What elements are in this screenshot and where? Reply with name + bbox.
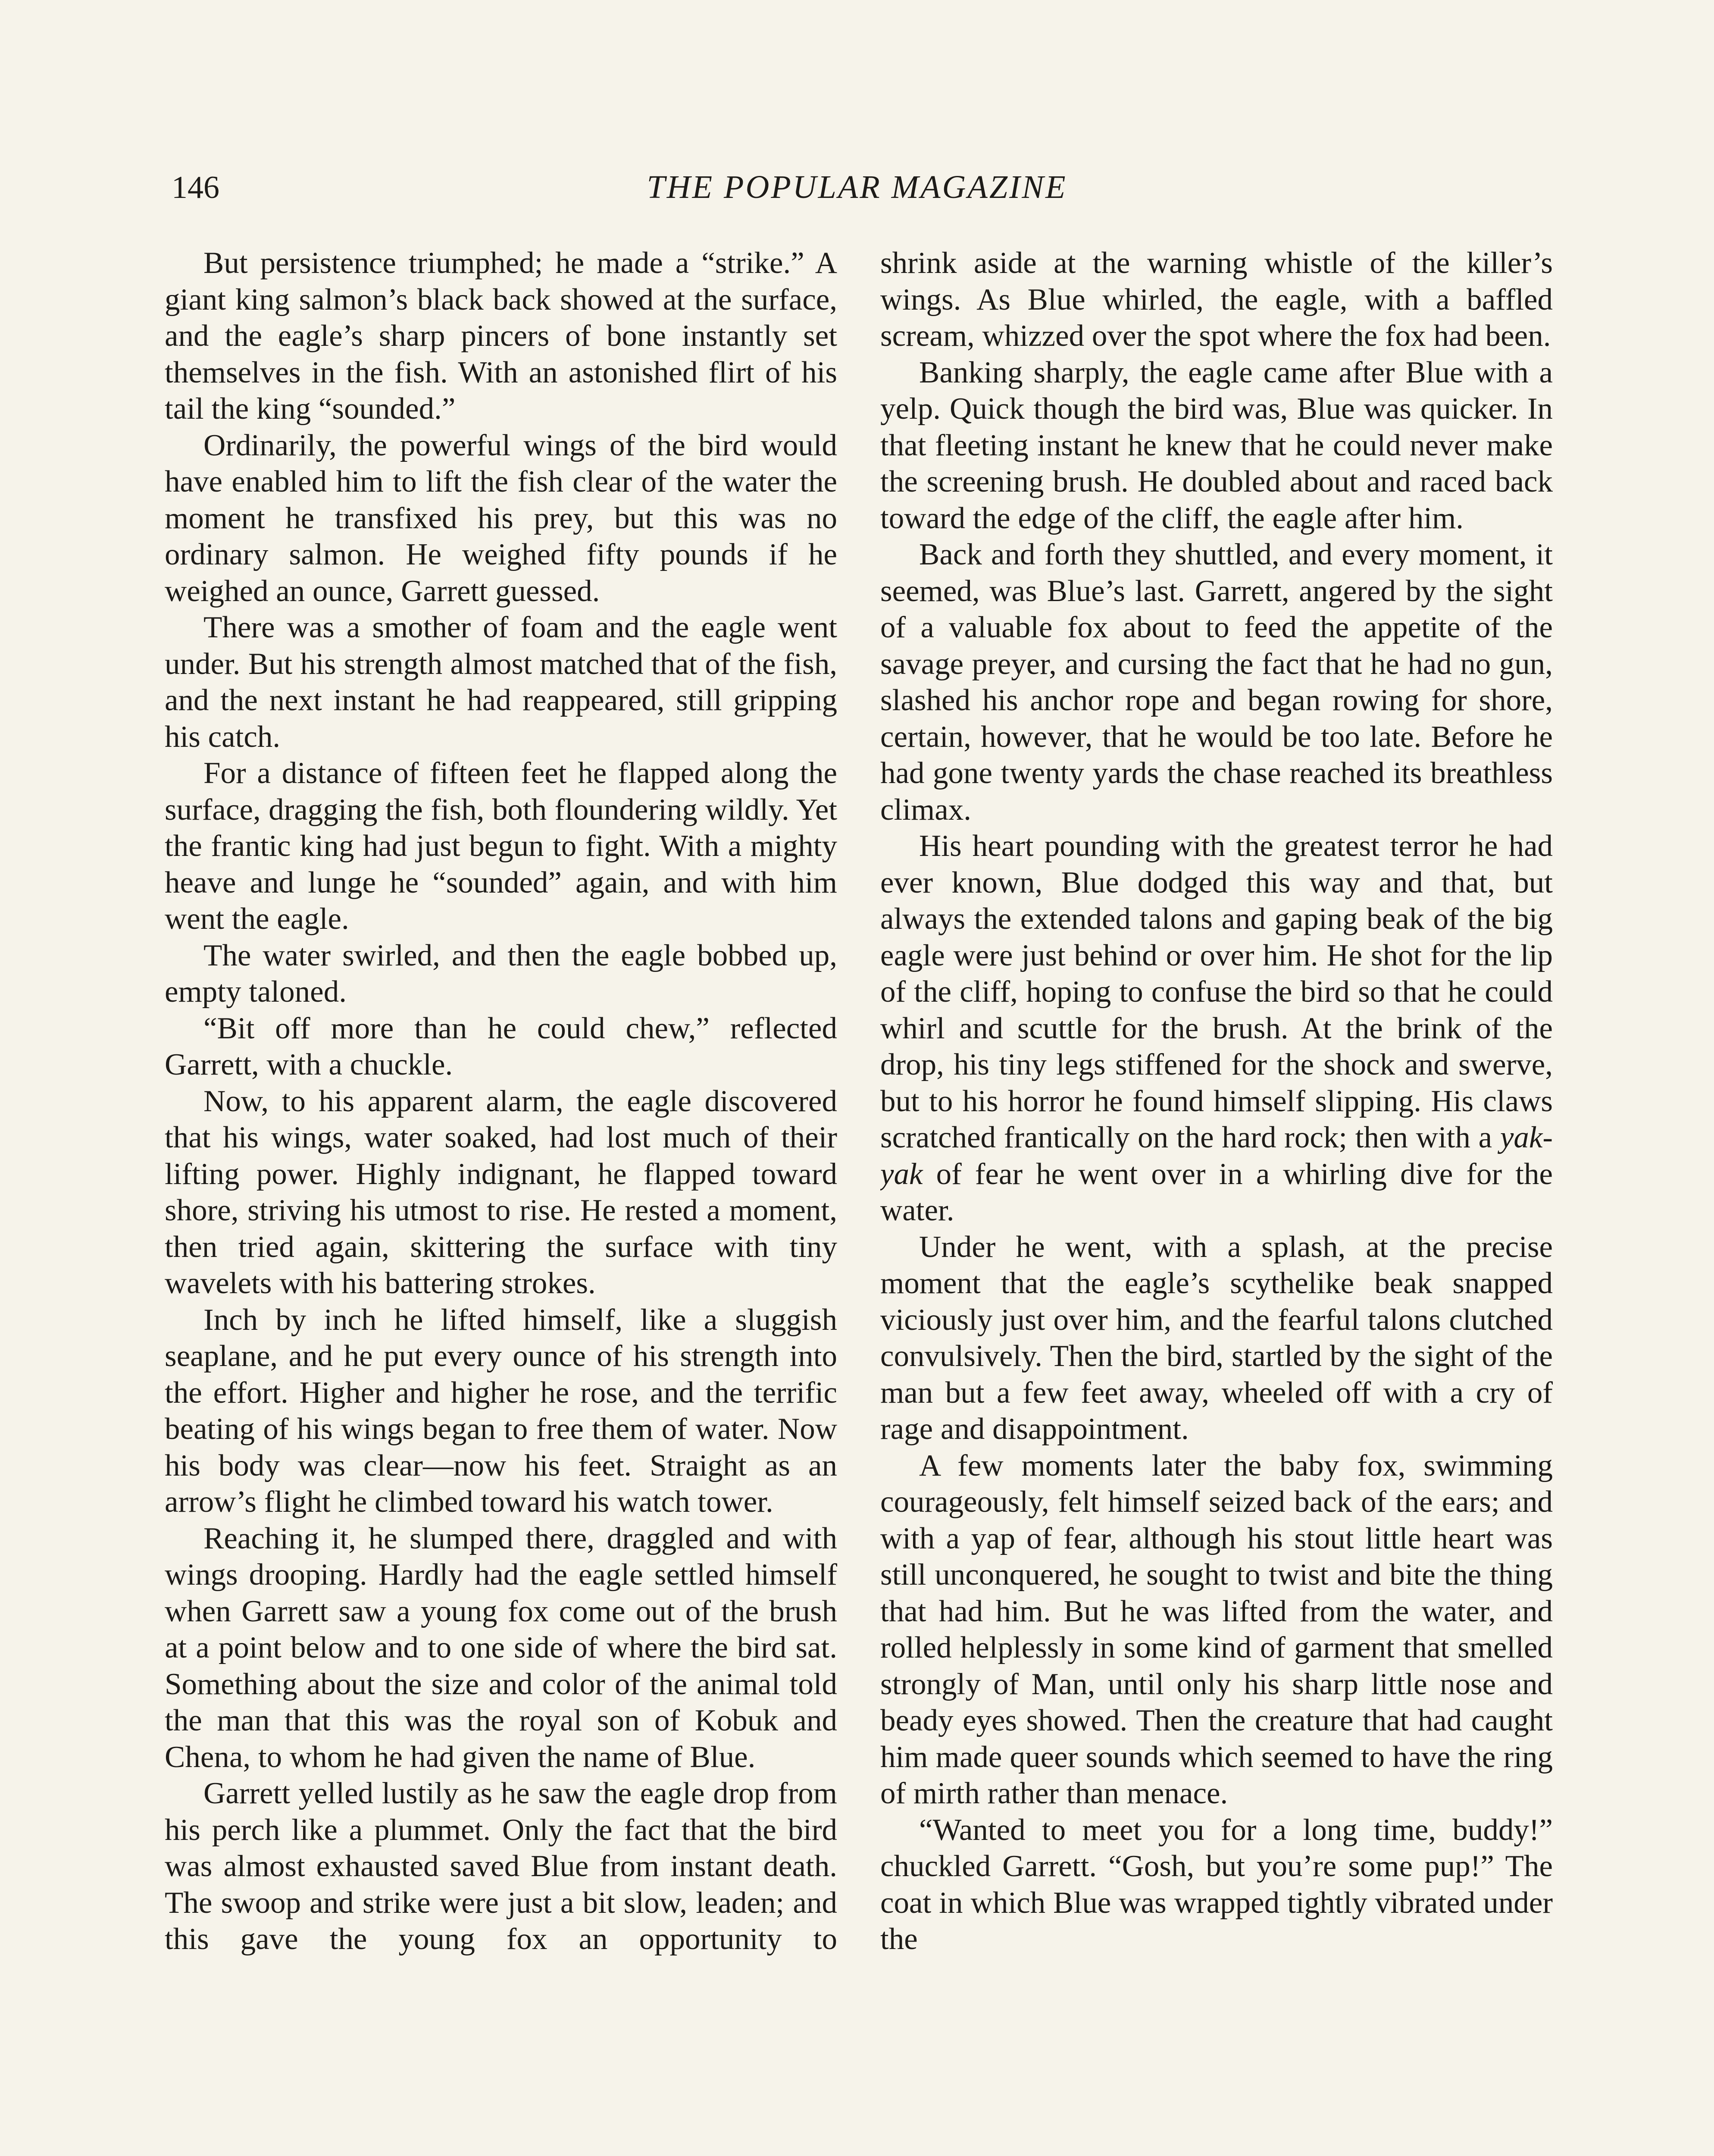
paragraph: Reaching it, he slumped there, draggled and with wings drooping. Hardly had the eagle settled himself when Garrett saw a young fox come out of the brush at a point below and to one side of where the bird sat. Something about the size and color of the animal told the man that this was the royal son of Kobuk and Chena, to whom he had given the name of Blue. xyxy=(165,1521,837,1774)
continued-paragraph: shrink aside at the warning whistle of the killer’s wings. As Blue whirled, the eagle, with a baffled scream, whizzed over the spot where the fox had been. xyxy=(880,246,1553,353)
paragraph: Banking sharply, the eagle came after Blue with a yelp. Quick though the bird was, Blue was quicker. In that fleeting instant he knew that he could never make the screening brush. He doubled about and raced back toward the edge of the cliff, the eagle after him. xyxy=(880,355,1553,535)
italic-phrase: yak-yak xyxy=(880,1121,1553,1191)
paragraph-text-end: of fear he went over in a whirling dive for the water. xyxy=(880,1157,1553,1227)
paragraph: Ordinarily, the powerful wings of the bird would have enabled him to lift the fish clear of the water the moment he transfixed his prey, but this was no ordinary salmon. He weighed fifty pounds if he weighed an ounce, Garrett guessed. xyxy=(165,428,837,608)
paragraph: There was a smother of foam and the eagle went under. But his strength almost matched that of the fish, and the next instant he had reappeared, still gripping his catch. xyxy=(165,611,837,754)
paragraph: A few moments later the baby fox, swimming courageously, felt himself seized back of the ears; and with a yap of fear, although his stout little heart was still unconquered, he sought to twist and bite the thing that had him. But he was lifted from the water, and rolled helplessly in some kind of garment that smelled strongly of Man, until only his sharp little nose and beady eyes showed. Then the creature that had caught him made queer sounds which seemed to have the ring of mirth rather than menace. xyxy=(880,1448,1553,1810)
paragraph: Back and forth they shuttled, and every moment, it seemed, was Blue’s last. Garrett, angered by the sight of a valuable fox about to feed the appetite of the savage preyer, and cursing the fact that he had no gun, slashed his anchor rope and began rowing for shore, certain, however, that he would be too late. Before he had gone twenty yards the chase reached its breathless climax. xyxy=(880,538,1553,827)
right-column xyxy=(880,245,1553,2156)
left-column xyxy=(165,245,837,2156)
paragraph: The water swirled, and then the eagle bobbed up, empty taloned. xyxy=(165,938,837,1009)
article-body xyxy=(165,245,1557,2156)
paragraph-text: His heart pounding with the greatest terror he had ever known, Blue dodged this way and that, but always the extended talons and gaping beak of the big eagle were just behind or over him. He shot for the lip of the cliff, hoping to confuse the bird so that he could whirl and scuttle for the brush. At the brink of the drop, his tiny legs stiffened for the shock and swerve, but to his horror he found himself slipping. His claws scratched frantically on the hard rock; then with a xyxy=(880,829,1553,1154)
paragraph: For a distance of fifteen feet he flapped along the surface, dragging the fish, both floundering wildly. Yet the frantic king had just begun to fight. With a mighty heave and lunge he “sounded” again, and with him went the eagle. xyxy=(165,756,837,936)
paragraph: “Bit off more than he could chew,” reflected Garrett, with a chuckle. xyxy=(165,1011,837,1081)
paragraph: “Wanted to meet you for a long time, buddy!” chuckled Garrett. “Gosh, but you’re some pup!” The coat in which Blue was wrapped tightly vibrated under the xyxy=(880,1813,1553,1956)
page-number: 146 xyxy=(172,170,219,205)
paragraph xyxy=(880,828,1553,1229)
paragraph: Garrett yelled lustily as he saw the eagle drop from his perch like a plummet. Only the fact that the bird was almost exhausted saved Blue from instant death. The swoop and strike were just a bit slow, leaden; and this gave the young fox an opportunity to xyxy=(165,1777,837,1956)
paragraph: But persistence triumphed; he made a “strike.” A giant king salmon’s black back showed at the surface, and the eagle’s sharp pincers of bone instantly set themselves in the fish. With an astonished flirt of his tail the king “sounded.” xyxy=(165,246,837,426)
running-head: THE POPULAR MAGAZINE xyxy=(647,169,1067,205)
paragraph: Now, to his apparent alarm, the eagle discovered that his wings, water soaked, had lost much of their lifting power. Highly indignant, he flapped toward shore, striving his utmost to rise. He rested a moment, then tried again, skittering the surface with tiny wavelets with his battering strokes. xyxy=(165,1084,837,1300)
paragraph: Under he went, with a splash, at the precise moment that the eagle’s scythelike beak snapped viciously just over him, and the fearful talons clutched convulsively. Then the bird, startled by the sight of the man but a few feet away, wheeled off with a cry of rage and disappointment. xyxy=(880,1230,1553,1446)
paragraph: Inch by inch he lifted himself, like a sluggish seaplane, and he put every ounce of his strength into the effort. Higher and higher he rose, and the terrific beating of his wings began to free them of water. Now his body was clear—now his feet. Straight as an arrow’s flight he climbed toward his watch tower. xyxy=(165,1303,837,1519)
